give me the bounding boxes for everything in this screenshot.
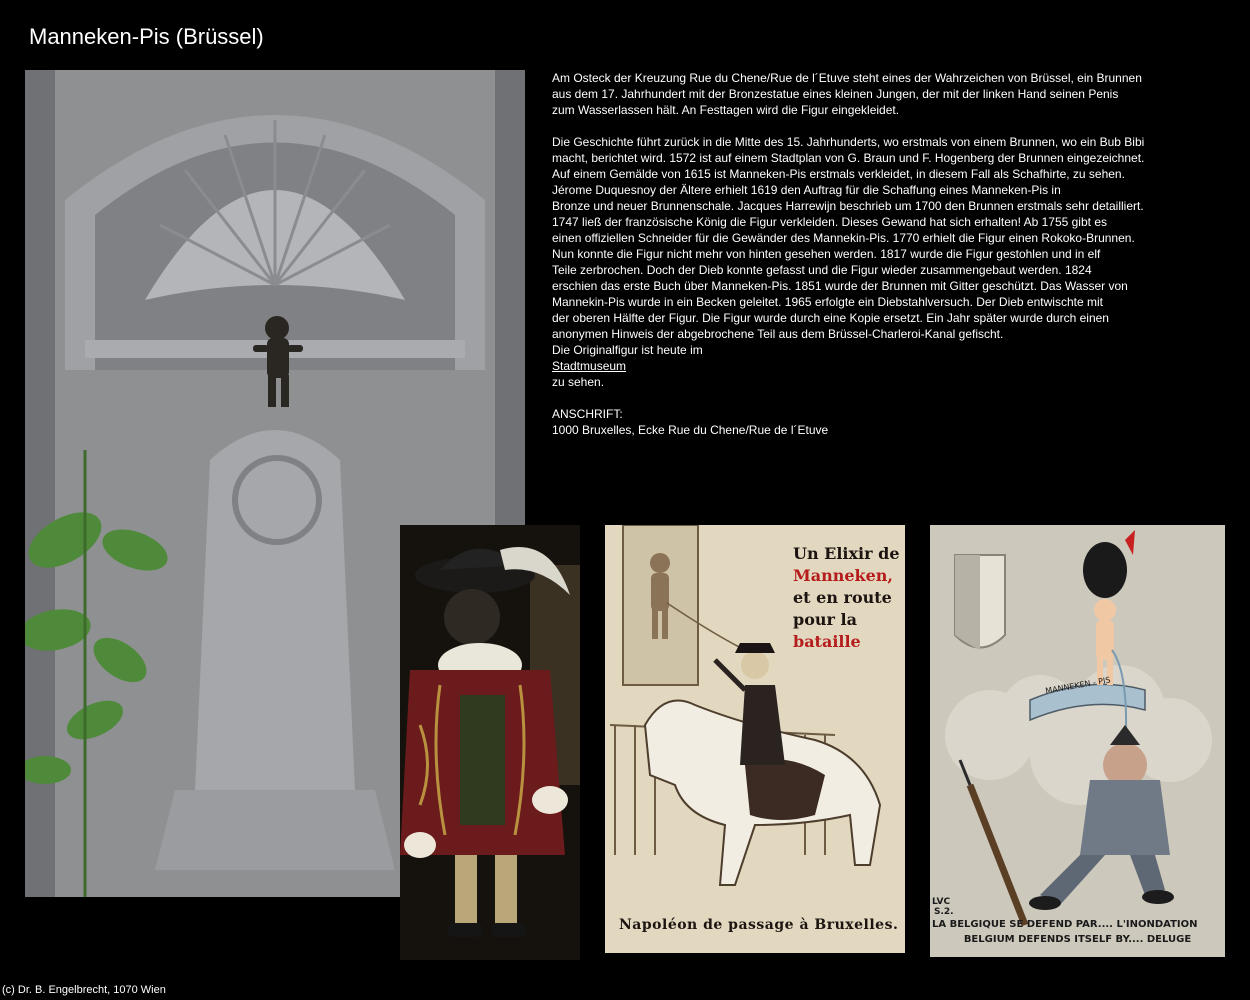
napoleon-postcard-headline — [793, 543, 903, 653]
costume-illustration — [400, 525, 580, 960]
description-text — [552, 70, 1152, 438]
belgium-illustration — [930, 525, 1225, 957]
address-text: 1000 Bruxelles, Ecke Rue du Chene/Rue de l´Etuve — [552, 423, 829, 437]
banner-text: MANNEKEN - PIS — [1044, 675, 1112, 696]
headline-line-4a: pour la — [793, 610, 857, 629]
headline-line-3: et en route — [793, 588, 892, 607]
to-see-text: zu sehen. — [552, 375, 605, 389]
copyright-notice: (c) Dr. B. Engelbrecht, 1070 Wien — [2, 984, 166, 996]
stadtmuseum-link[interactable]: Stadtmuseum — [552, 359, 627, 373]
costume-photo — [400, 525, 580, 960]
napoleon-postcard-caption: Napoléon de passage à Bruxelles. — [619, 917, 899, 933]
belgium-caption-french: LA BELGIQUE SE DEFEND PAR.... L'INONDATION — [932, 919, 1198, 930]
address-label: ANSCHRIFT: — [552, 407, 623, 421]
page-title: Manneken-Pis (Brüssel) — [29, 24, 264, 49]
original-figure-text: Die Originalfigur ist heute im — [552, 343, 703, 357]
description-paragraph-1: Am Osteck der Kreuzung Rue du Chene/Rue de l´Etuve steht eines der Wahrzeichen von Brüssel, ein Brunnen aus dem 17. Jahrhundert mit der Bronzestatue eines kleinen Jungen, der mit der linken Hand seinen Penis zum Wasserlassen hält. An Festtagen wird die Figur eingekleidet. — [552, 71, 1142, 117]
headline-line-1: Un Elixir de — [793, 544, 900, 563]
napoleon-postcard — [605, 525, 905, 953]
publisher-mark: LVC — [932, 897, 951, 907]
description-paragraph-2: Die Geschichte führt zurück in die Mitte des 15. Jahrhunderts, wo erstmals von einem Brunnen, wo ein Bub Bibi macht, berichtet wird. 1572 ist auf einem Stadtplan von G. Braun und F. Hogenberg der Brunnen eingezeichnet. Auf einem Gemälde von 1615 ist Manneken-Pis erstmals verkleidet, in diesem Fall als Schafhirte, zu sehen. Jérome Duquesnoy der Ältere erhielt 1619 den Auftrag für die Schaffung eines Manneken-Pis in Bronze und neuer Brunnenschale. Jacques Harrewijn beschrieb um 1700 den Brunnen erstmals sehr detailliert. 1747 ließ der französische König die Figur verkleiden. Dieses Gewand hat sich erhalten! Ab 1755 gibt es einen offiziellen Schneider für die Gewänder des Mannekin-Pis. 1770 erhielt die Figur einen Rokoko-Brunnen. Nun konnte die Figur nicht mehr von hinten gesehen werden. 1817 wurde die Figur gestohlen und in elf Teile zerbrochen. Doch der Dieb konnte gefasst und die Figur wieder zusammengebaut werden. 1824 erschien das erste Buch über Manneken-Pis. 1851 wurde der Brunnen mit Gitter geschützt. Das Wasser von Mannekin-Pis wurde in ein Becken geleitet. 1965 erfolgte ein Diebstahlversuch. Der Dieb entwischte mit der oberen Hälfte der Figur. Die Figur wurde durch eine Kopie ersetzt. Ein Jahr später wurde durch einen anonymen Hinweis der abgebrochene Teil aus dem Brüssel-Charleroi-Kanal gefischt. — [552, 135, 1145, 341]
belgium-caption-english: BELGIUM DEFENDS ITSELF BY.... DELUGE — [963, 934, 1192, 945]
series-number: S.2. — [934, 907, 954, 917]
belgium-postcard — [930, 525, 1225, 957]
headline-line-2: Manneken, — [793, 566, 893, 585]
headline-line-4b: bataille — [793, 632, 861, 651]
